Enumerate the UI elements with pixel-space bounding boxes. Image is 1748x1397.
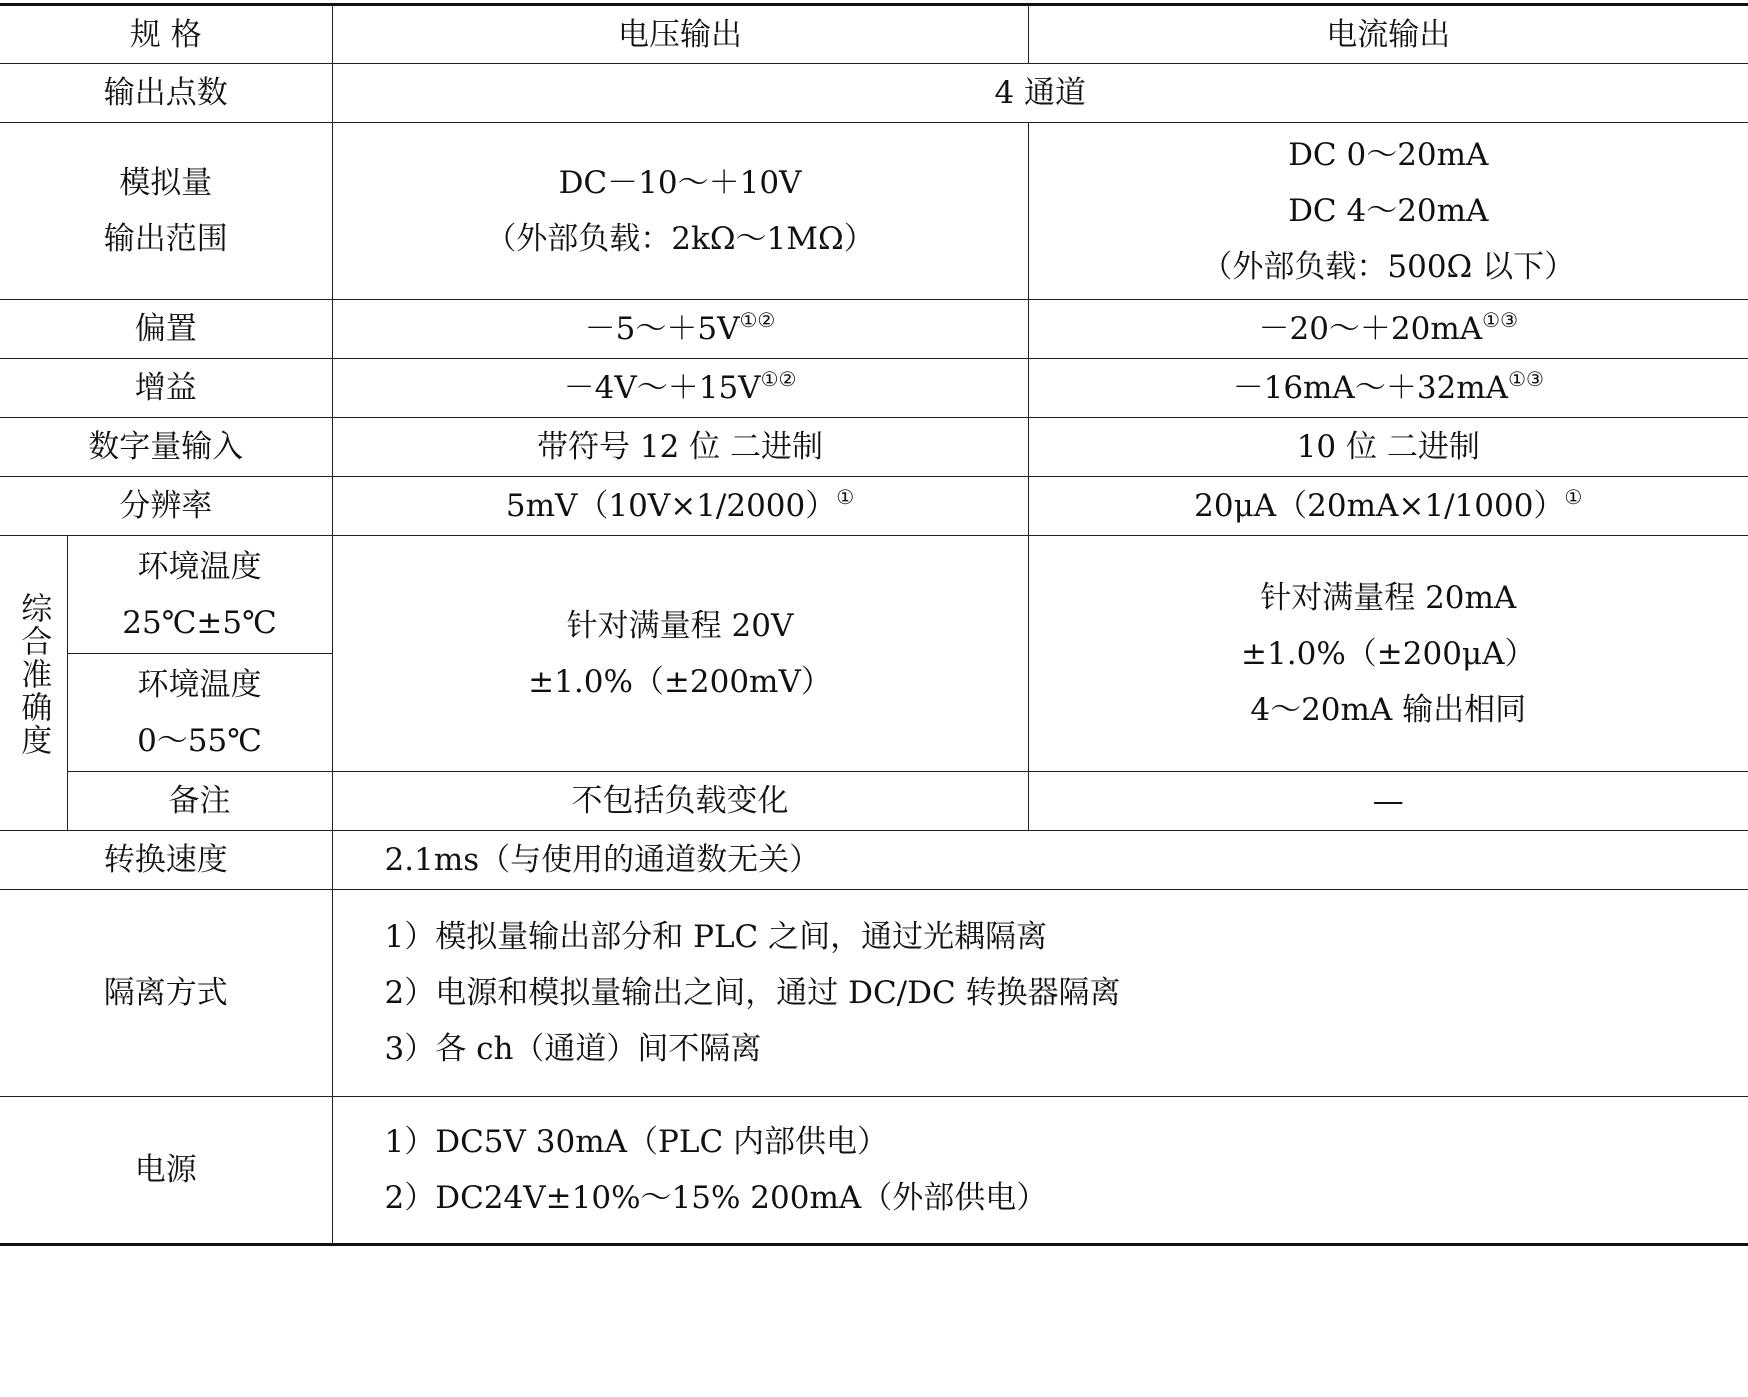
digital-input-current: 10 位 二进制: [1028, 418, 1748, 477]
gain-label: 增益: [0, 359, 332, 418]
accuracy-sub2-line-2: 0～55℃: [137, 722, 262, 759]
resolution-label: 分辨率: [0, 477, 332, 536]
isolation-label: 隔离方式: [0, 890, 332, 1097]
analog-range-voltage-line-1: DC－10～＋10V: [558, 165, 802, 201]
resolution-voltage-note: ①: [836, 485, 855, 509]
analog-range-voltage: [332, 123, 1028, 300]
resolution-current: [1028, 477, 1748, 536]
gain-voltage-note: ①②: [760, 367, 797, 391]
gain-voltage-value: －4V～＋15V: [563, 370, 761, 406]
accuracy-voltage: [332, 536, 1028, 772]
accuracy-group-label: [0, 536, 67, 831]
accuracy-remark-voltage: 不包括负载变化: [332, 772, 1028, 831]
conversion-speed-value: 2.1ms（与使用的通道数无关）: [332, 831, 1748, 890]
power-line-2: 2）DC24V±10%～15% 200mA（外部供电）: [384, 1180, 1048, 1216]
resolution-voltage-value: 5mV（10V×1/2000）: [505, 488, 837, 524]
output-points-value: 4 通道: [332, 64, 1748, 123]
accuracy-current: [1028, 536, 1748, 772]
analog-range-label-line-2: 输出范围: [103, 221, 228, 257]
isolation-line-1: 1）模拟量输出部分和 PLC 之间，通过光耦隔离: [384, 919, 1048, 955]
isolation-line-3: 3）各 ch（通道）间不隔离: [384, 1031, 762, 1067]
header-row: [0, 5, 1748, 64]
row-resolution: [0, 477, 1748, 536]
accuracy-sub1-label: [67, 536, 332, 654]
resolution-current-note: ①: [1564, 485, 1583, 509]
analog-range-current-line-1: DC 0～20mA: [1288, 137, 1489, 173]
digital-input-voltage: 带符号 12 位 二进制: [332, 418, 1028, 477]
offset-voltage-value: －5～＋5V: [584, 311, 740, 347]
power-value: [332, 1097, 1748, 1245]
accuracy-sub1-line-2: 25℃±5℃: [122, 604, 277, 641]
row-digital-input: [0, 418, 1748, 477]
header-voltage-output: 电压输出: [332, 5, 1028, 64]
isolation-value: [332, 890, 1748, 1097]
accuracy-sub2-label: [67, 654, 332, 772]
accuracy-sub2-line-1: 环境温度: [137, 666, 262, 703]
header-spec: 规 格: [0, 5, 332, 64]
accuracy-remark-current: —: [1028, 772, 1748, 831]
accuracy-current-line-3: 4～20mA 输出相同: [1250, 691, 1527, 728]
analog-range-current-line-3: （外部负载：500Ω 以下）: [1201, 249, 1576, 285]
row-accuracy-1: [0, 536, 1748, 654]
row-conversion-speed: [0, 831, 1748, 890]
spec-table: [0, 3, 1748, 1246]
offset-label: 偏置: [0, 300, 332, 359]
accuracy-group-label-text: 综合准确度: [15, 591, 52, 757]
digital-input-label: 数字量输入: [0, 418, 332, 477]
accuracy-current-line-2: ±1.0%（±200μA）: [1241, 635, 1536, 672]
row-gain: [0, 359, 1748, 418]
header-current-output: 电流输出: [1028, 5, 1748, 64]
gain-voltage: [332, 359, 1028, 418]
resolution-current-value: 20μA（20mA×1/1000）: [1194, 488, 1565, 524]
analog-range-label: [0, 123, 332, 300]
offset-current-value: －20～＋20mA: [1258, 311, 1483, 347]
analog-range-current-line-2: DC 4～20mA: [1288, 193, 1489, 229]
power-line-1: 1）DC5V 30mA（PLC 内部供电）: [384, 1124, 889, 1160]
accuracy-remark-label: 备注: [67, 772, 332, 831]
analog-range-voltage-line-2: （外部负载：2kΩ～1MΩ）: [485, 221, 875, 257]
offset-current-note: ①③: [1482, 308, 1519, 332]
row-offset: [0, 300, 1748, 359]
row-output-points: [0, 64, 1748, 123]
gain-current-value: －16mA～＋32mA: [1232, 370, 1509, 406]
accuracy-voltage-line-2: ±1.0%（±200mV）: [528, 663, 832, 700]
accuracy-current-line-1: 针对满量程 20mA: [1260, 579, 1517, 616]
analog-range-current: [1028, 123, 1748, 300]
accuracy-voltage-line-1: 针对满量程 20V: [566, 607, 794, 644]
isolation-line-2: 2）电源和模拟量输出之间，通过 DC/DC 转换器隔离: [384, 975, 1121, 1011]
row-power: [0, 1097, 1748, 1245]
power-label: 电源: [0, 1097, 332, 1245]
accuracy-sub1-line-1: 环境温度: [137, 548, 262, 585]
offset-current: [1028, 300, 1748, 359]
analog-range-label-line-1: 模拟量: [119, 165, 213, 201]
offset-voltage: [332, 300, 1028, 359]
resolution-voltage: [332, 477, 1028, 536]
row-isolation: [0, 890, 1748, 1097]
output-points-label: 输出点数: [0, 64, 332, 123]
gain-current-note: ①③: [1508, 367, 1544, 391]
offset-voltage-note: ①②: [739, 308, 776, 332]
conversion-speed-label: 转换速度: [0, 831, 332, 890]
gain-current: [1028, 359, 1748, 418]
row-analog-range: [0, 123, 1748, 300]
row-accuracy-remark: [0, 772, 1748, 831]
